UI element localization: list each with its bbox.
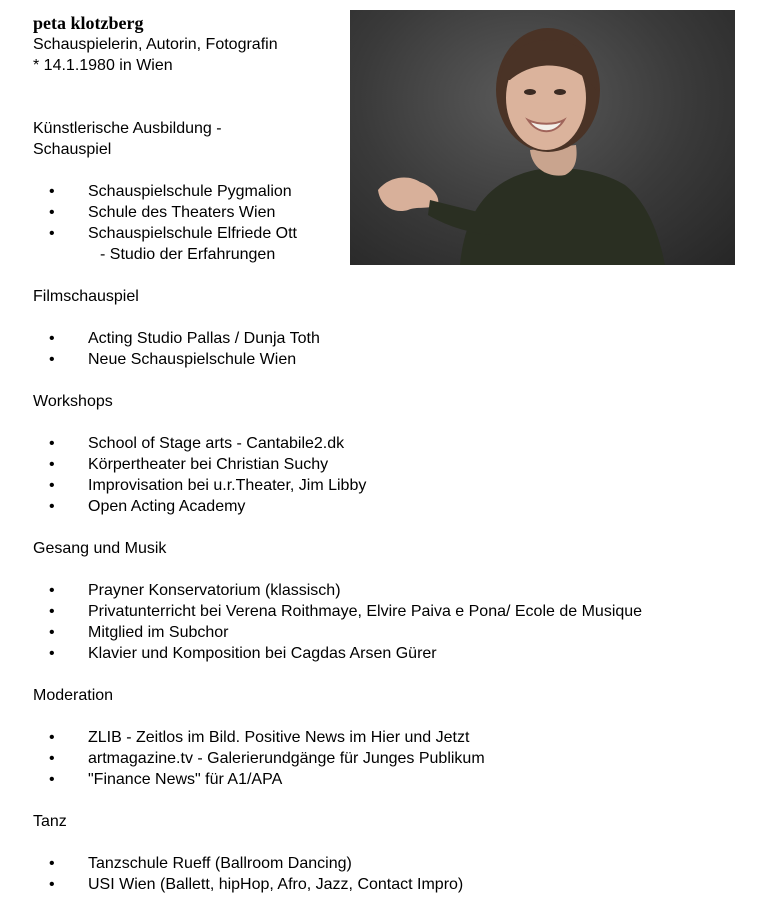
cv-text: [33, 12, 753, 895]
list-workshops: [33, 433, 753, 517]
bullet-icon: •: [49, 750, 55, 767]
section-title-moderation: Moderation: [33, 687, 114, 704]
bullet-icon: •: [49, 876, 55, 893]
list-item: • Klavier und Komposition bei Cagdas Arsen Gürer: [49, 645, 437, 662]
list-gesang: [33, 580, 753, 664]
bullet-icon: •: [49, 582, 55, 599]
person-name: peta klotzberg: [33, 13, 144, 33]
bullet-icon: •: [49, 456, 55, 473]
list-ausbildung: [33, 181, 753, 265]
list-item: • School of Stage arts - Cantabile2.dk: [49, 435, 345, 452]
list-film: [33, 328, 753, 370]
list-item: • Acting Studio Pallas / Dunja Toth: [49, 330, 320, 347]
bullet-icon: •: [49, 624, 55, 641]
list-item: • Tanzschule Rueff (Ballroom Dancing): [49, 855, 352, 872]
section-title-ausbildung: Künstlerische Ausbildung -: [33, 120, 222, 137]
list-item: • Privatunterricht bei Verena Roithmaye, Elvire Paiva e Pona/ Ecole de Musique: [49, 603, 643, 620]
bullet-icon: •: [49, 225, 55, 242]
bullet-icon: •: [49, 603, 55, 620]
list-item: • Schauspielschule Pygmalion: [49, 183, 292, 200]
list-item: • artmagazine.tv - Galerierundgänge für Junges Publikum: [49, 750, 485, 767]
list-item: • Open Acting Academy: [49, 498, 246, 515]
list-item: • ZLIB - Zeitlos im Bild. Positive News im Hier und Jetzt: [49, 729, 470, 746]
profession-line: Schauspielerin, Autorin, Fotografin: [33, 36, 278, 53]
list-item: • Neue Schauspielschule Wien: [49, 351, 297, 368]
bullet-icon: •: [49, 351, 55, 368]
bullet-icon: •: [49, 855, 55, 872]
bullet-icon: •: [49, 771, 55, 788]
bullet-icon: •: [49, 645, 55, 662]
list-item: • Schauspielschule Elfriede Ott - Studio der Erfahrungen: [33, 223, 753, 265]
birth-line: * 14.1.1980 in Wien: [33, 57, 173, 74]
list-item: • Improvisation bei u.r.Theater, Jim Libby: [49, 477, 367, 494]
list-moderation: [33, 727, 753, 790]
bullet-icon: •: [49, 729, 55, 746]
section-title-workshops: Workshops: [33, 393, 113, 410]
section-title-gesang: Gesang und Musik: [33, 540, 167, 557]
bullet-icon: •: [49, 477, 55, 494]
list-item: • "Finance News" für A1/APA: [49, 771, 283, 788]
list-item: • Schule des Theaters Wien: [49, 204, 276, 221]
section-title-tanz: Tanz: [33, 813, 67, 830]
section-title-ausbildung-cont: Schauspiel: [33, 141, 112, 158]
list-item-continuation: - Studio der Erfahrungen: [100, 246, 276, 263]
list-item: • Prayner Konservatorium (klassisch): [49, 582, 341, 599]
section-title-film: Filmschauspiel: [33, 288, 139, 305]
list-tanz: [33, 853, 753, 895]
bullet-icon: •: [49, 498, 55, 515]
bullet-icon: •: [49, 435, 55, 452]
list-item: • USI Wien (Ballett, hipHop, Afro, Jazz, Contact Impro): [49, 876, 464, 893]
bullet-icon: •: [49, 330, 55, 347]
bullet-icon: •: [49, 204, 55, 221]
bullet-icon: •: [49, 183, 55, 200]
list-item: • Körpertheater bei Christian Suchy: [49, 456, 329, 473]
list-item: • Mitglied im Subchor: [49, 624, 229, 641]
